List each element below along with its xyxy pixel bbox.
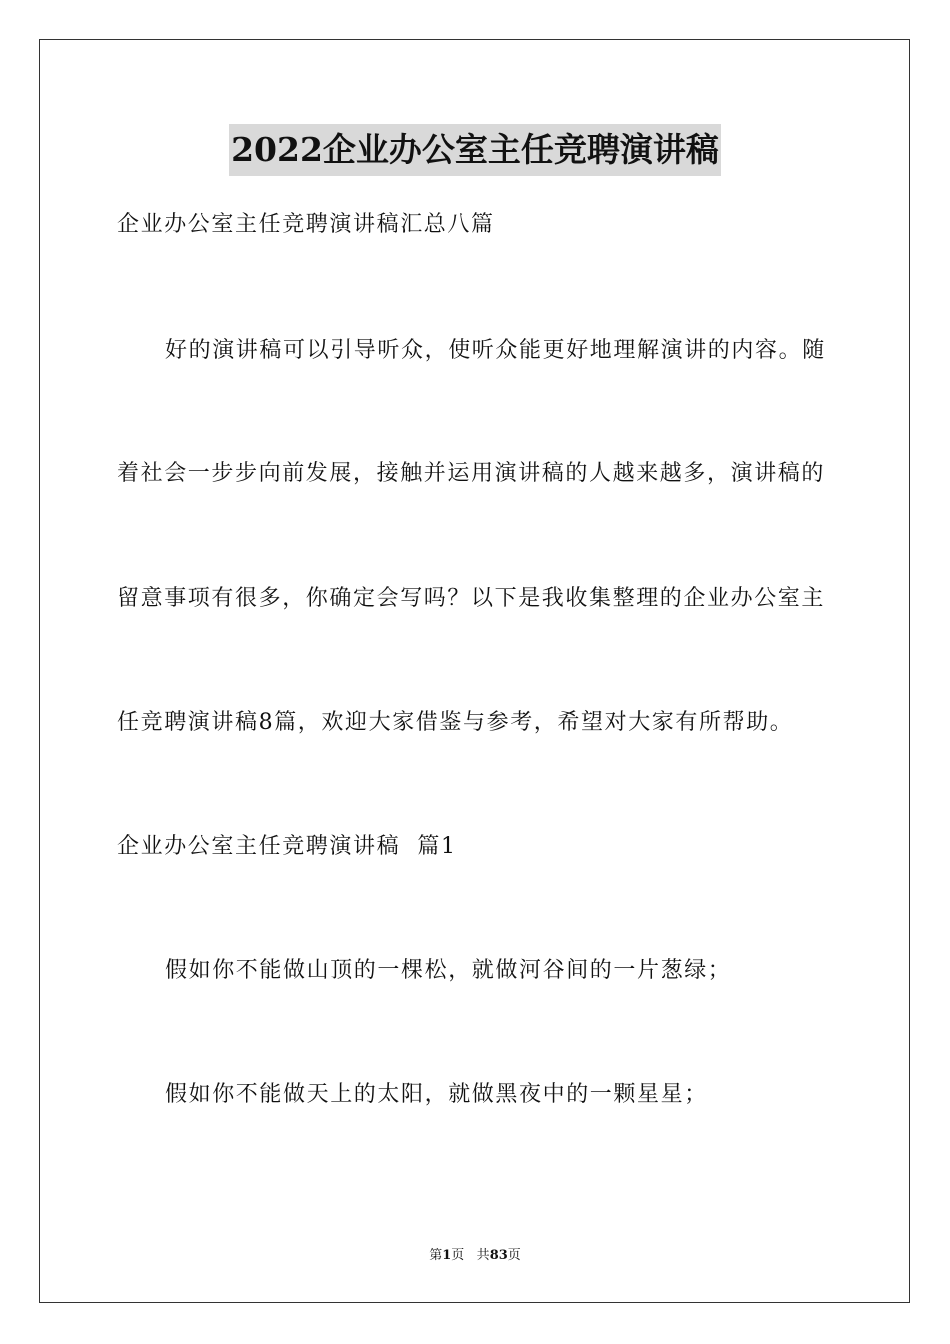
document-title: 2022企业办公室主任竞聘演讲稿 bbox=[229, 124, 721, 176]
page-suffix: 页 bbox=[451, 1248, 465, 1263]
total-suffix: 页 bbox=[507, 1248, 521, 1263]
total-prefix: 共 bbox=[476, 1248, 490, 1263]
page-footer bbox=[0, 1247, 950, 1265]
intro-line-4: 任竞聘演讲稿8篇，欢迎大家借鉴与参考，希望对大家有所帮助。 bbox=[117, 710, 794, 735]
document-title-block bbox=[0, 124, 950, 182]
section-heading: 企业办公室主任竞聘演讲稿 篇1 bbox=[117, 834, 457, 859]
document-subtitle: 企业办公室主任竞聘演讲稿汇总八篇 bbox=[117, 212, 495, 237]
intro-line-3: 留意事项有很多，你确定会写吗？以下是我收集整理的企业办公室主 bbox=[117, 586, 826, 611]
intro-line-2: 着社会一步步向前发展，接触并运用演讲稿的人越来越多，演讲稿的 bbox=[117, 461, 826, 486]
body-line-1: 假如你不能做山顶的一棵松，就做河谷间的一片葱绿； bbox=[165, 958, 732, 983]
body-line-2: 假如你不能做天上的太阳，就做黑夜中的一颗星星； bbox=[165, 1082, 708, 1107]
intro-line-1: 好的演讲稿可以引导听众，使听众能更好地理解演讲的内容。随 bbox=[165, 338, 826, 363]
page-number: 1 bbox=[442, 1248, 452, 1263]
total-pages: 83 bbox=[489, 1248, 508, 1263]
page-prefix: 第 bbox=[429, 1248, 443, 1263]
